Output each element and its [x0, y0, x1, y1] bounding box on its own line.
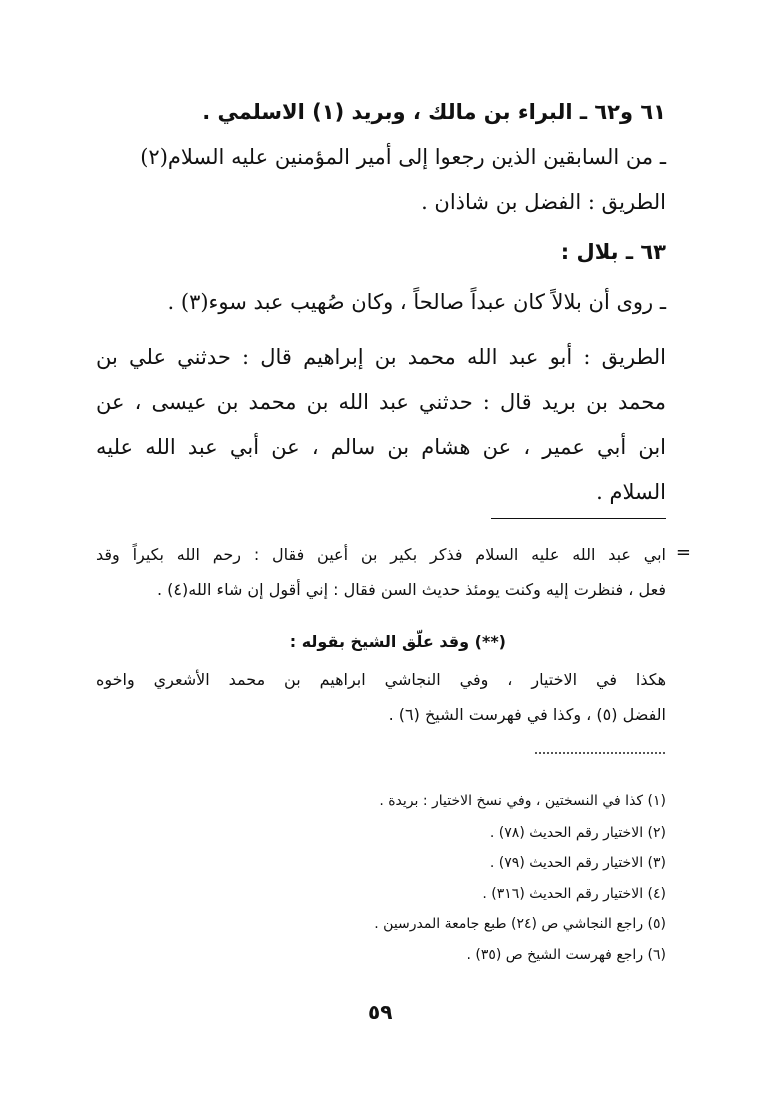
note-line: ابي عبد الله عليه السلام فذكر بكير بن أعين فقال : رحم الله بكيراً وقد: [96, 545, 666, 564]
comment-line: الفضل (٥) ، وكذا في فهرست الشيخ (٦) .: [388, 705, 666, 724]
comment-line: هكذا في الاختيار ، وفي النجاشي ابراهيم بن محمد الأشعري واخوه: [96, 670, 666, 689]
footnote-2: (٢) الاختيار رقم الحديث (٧٨) .: [489, 825, 666, 841]
separator-line: [491, 518, 666, 519]
entry-heading-63: ٦٣ ـ بلال :: [560, 240, 666, 264]
note-line: فعل ، فنظرت إليه وكنت يومئذ حديث السن فقال : إني أقول إن شاء الله(٤) .: [157, 580, 666, 599]
dotted-separator: [535, 752, 665, 754]
text-line: ـ من السابقين الذين رجعوا إلى أمير المؤمنين عليه السلام(٢): [140, 145, 666, 169]
text-line: الطريق : الفضل بن شاذان .: [421, 190, 666, 214]
text-line: ـ روى أن بلالاً كان عبداً صالحاً ، وكان صُهيب عبد سوء(٣) .: [167, 290, 666, 314]
comment-heading: (**) وقد علّق الشيخ بقوله :: [289, 632, 506, 651]
footnote-1: (١) كذا في النسختين ، وفي نسخ الاختيار : بريدة .: [379, 793, 666, 809]
paragraph-line: ابن أبي عمير ، عن هشام بن سالم ، عن أبي عبد الله عليه: [96, 435, 666, 459]
footnote-3: (٣) الاختيار رقم الحديث (٧٩) .: [489, 855, 666, 871]
paragraph-line: الطريق : أبو عبد الله محمد بن إبراهيم قال : حدثني علي بن: [96, 345, 666, 369]
footnote-6: (٦) راجع فهرست الشيخ ص (٣٥) .: [466, 947, 666, 963]
paragraph-line: السلام .: [596, 480, 666, 504]
footnote-4: (٤) الاختيار رقم الحديث (٣١٦) .: [482, 886, 666, 902]
paragraph-line: محمد بن بريد قال : حدثني عبد الله بن محمد بن عيسى ، عن: [96, 390, 666, 414]
footnote-5: (٥) راجع النجاشي ص (٢٤) طبع جامعة المدرسين .: [374, 916, 666, 932]
continuation-mark: =: [675, 542, 691, 563]
entry-heading-61-62: ٦١ و٦٢ ـ البراء بن مالك ، وبريد (١) الاسلمي .: [202, 100, 666, 124]
page-number: ٥٩: [368, 1000, 393, 1024]
